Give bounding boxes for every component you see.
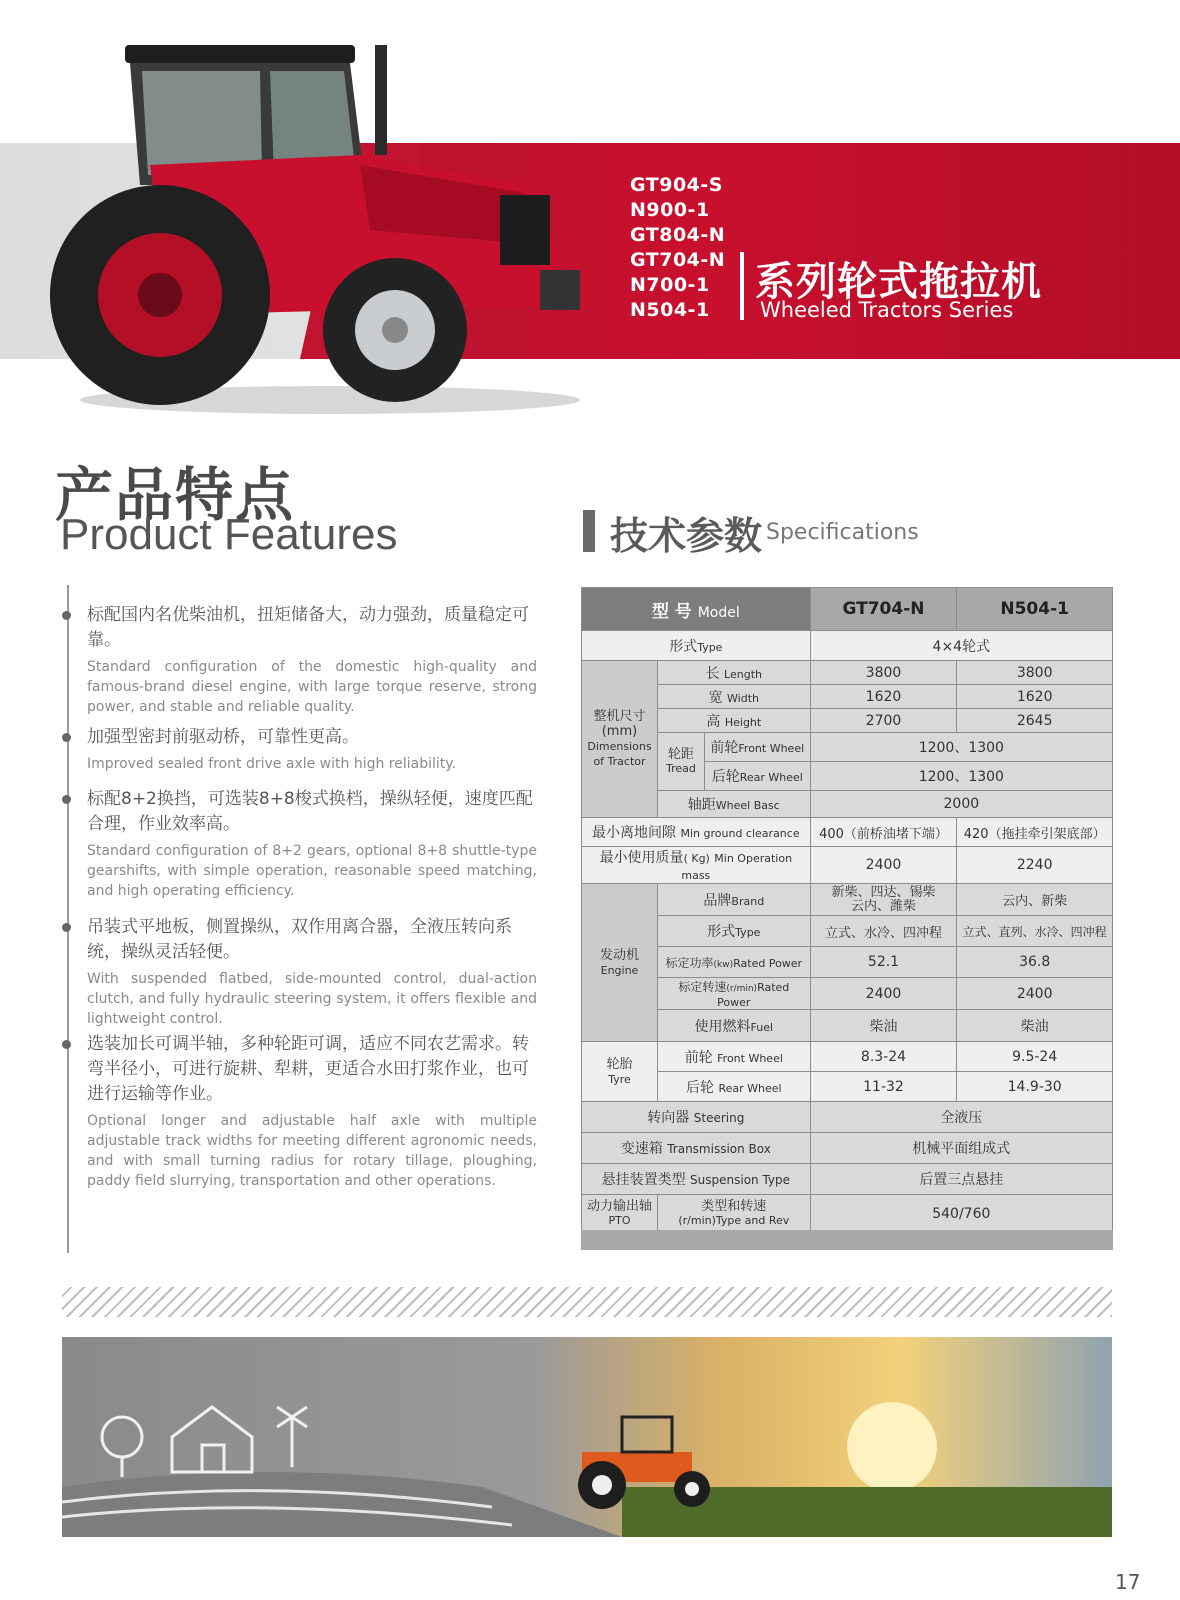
cell-value: 2400 bbox=[810, 978, 957, 1010]
cell-value: 3800 bbox=[810, 661, 957, 685]
cell-value: 2000 bbox=[810, 791, 1112, 818]
row-label: 标定转速(r/min)Rated Power bbox=[657, 978, 810, 1010]
table-row bbox=[582, 631, 1113, 661]
feature-timeline bbox=[67, 585, 69, 1253]
feature-en: Standard configuration of 8+2 gears, optional 8+8 shuttle-type gearshifts, with simple operation, reasonable speed matching, and high operating efficiency. bbox=[87, 843, 537, 899]
row-label: 前轮Front Wheel bbox=[704, 733, 810, 762]
tyre-group: 轮胎 Tyre bbox=[582, 1042, 658, 1102]
tractor-illustration bbox=[30, 15, 590, 415]
table-row bbox=[582, 791, 1113, 818]
tread-group: 轮距 Tread bbox=[657, 733, 704, 791]
bullet-icon bbox=[62, 795, 71, 804]
cell-value: 1200、1300 bbox=[810, 733, 1112, 762]
row-label: 轴距Wheel Basc bbox=[657, 791, 810, 818]
table-row bbox=[582, 1102, 1113, 1133]
feature-en: Optional longer and adjustable half axle with multiple adjustable track widths for meeting different agronomic needs, and with small turning radius for rotary tillage, ploughing, paddy field slurrying, transportation and other operations. bbox=[87, 1113, 537, 1189]
features-title-en: Product Features bbox=[60, 510, 398, 559]
table-row bbox=[582, 685, 1113, 709]
model-name: GT704-N bbox=[630, 249, 726, 271]
cell-value: 2645 bbox=[957, 709, 1113, 733]
feature-cn: 选装加长可调半轴，多种轮距可调，适应不同农艺需求。转弯半径小，可进行旋耕、犁耕，更适合水田打浆作业，也可进行运输等作业。 bbox=[87, 1034, 529, 1104]
farm-banner bbox=[62, 1337, 1112, 1537]
table-row bbox=[582, 661, 1113, 685]
cell-value: 8.3-24 bbox=[810, 1042, 957, 1072]
cell-value: 立式、直列、水冷、四冲程 bbox=[957, 916, 1113, 947]
feature-cn: 吊装式平地板，侧置操纵，双作用离合器，全液压转向系统，操纵灵活轻便。 bbox=[87, 917, 512, 962]
cell-value: 2240 bbox=[957, 847, 1113, 884]
row-label: 宽 Width bbox=[657, 685, 810, 709]
feature-cn: 标配国内名优柴油机，扭矩储备大，动力强劲，质量稳定可靠。 bbox=[87, 605, 529, 650]
cell-value: 机械平面组成式 bbox=[810, 1133, 1112, 1164]
feature-item bbox=[87, 603, 537, 717]
spec-title-bar bbox=[583, 510, 595, 552]
cell-value: 52.1 bbox=[810, 947, 957, 978]
cell-value: 9.5-24 bbox=[957, 1042, 1113, 1072]
engine-group: 发动机 Engine bbox=[582, 884, 658, 1042]
model-name: N504-1 bbox=[630, 299, 710, 321]
row-label: 前轮 Front Wheel bbox=[657, 1042, 810, 1072]
cell-value: 柴油 bbox=[957, 1010, 1113, 1042]
model-name: GT904-S bbox=[630, 174, 723, 196]
row-label: 后轮Rear Wheel bbox=[704, 762, 810, 791]
cell-value: 全液压 bbox=[810, 1102, 1112, 1133]
page-number: 17 bbox=[1115, 1570, 1141, 1594]
pto-group: 动力输出轴 PTO bbox=[582, 1195, 658, 1233]
cell-value: 后置三点悬挂 bbox=[810, 1164, 1112, 1195]
feature-item bbox=[87, 725, 537, 774]
table-row bbox=[582, 1164, 1113, 1195]
spec-title-en: Specifications bbox=[766, 520, 919, 545]
model-list bbox=[630, 173, 725, 323]
table-row bbox=[582, 1072, 1113, 1102]
row-label: 标定功率(kw)Rated Power bbox=[657, 947, 810, 978]
row-label: 品牌Brand bbox=[657, 884, 810, 916]
model-name: GT804-N bbox=[630, 224, 726, 246]
table-row bbox=[582, 1010, 1113, 1042]
cell-value: 400（前桥油堵下端） bbox=[810, 818, 957, 847]
table-row bbox=[582, 709, 1113, 733]
feature-cn: 加强型密封前驱动桥，可靠性更高。 bbox=[87, 727, 359, 747]
table-row bbox=[582, 1133, 1113, 1164]
cell-value: 36.8 bbox=[957, 947, 1113, 978]
row-label: 高 Height bbox=[657, 709, 810, 733]
table-row bbox=[582, 884, 1113, 916]
diagonal-stripes bbox=[62, 1287, 1112, 1317]
row-value: 4×4轮式 bbox=[810, 631, 1112, 661]
feature-en: Standard configuration of the domestic high-quality and famous-brand diesel engine, with large torque reserve, strong power, and stable and reliable quality. bbox=[87, 659, 537, 715]
row-label: 使用燃料Fuel bbox=[657, 1010, 810, 1042]
cell-value: 云内、新柴 bbox=[957, 884, 1113, 916]
bullet-icon bbox=[62, 733, 71, 742]
spec-title-cn: 技术参数 bbox=[610, 514, 763, 558]
features-title-cn: 产品特点 bbox=[55, 461, 296, 529]
cell-value: 1620 bbox=[810, 685, 957, 709]
model-name: N900-1 bbox=[630, 199, 710, 221]
cell-value: 1200、1300 bbox=[810, 762, 1112, 791]
cell-value: 柴油 bbox=[810, 1010, 957, 1042]
cell-value: 14.9-30 bbox=[957, 1072, 1113, 1102]
cell-value: 1620 bbox=[957, 685, 1113, 709]
table-row bbox=[582, 978, 1113, 1010]
row-label: 类型和转速 (r/min)Type and Rev bbox=[657, 1195, 810, 1233]
model-header: 型 号 Model bbox=[582, 588, 811, 631]
row-label: 变速箱 Transmission Box bbox=[582, 1133, 811, 1164]
feature-en: Improved sealed front drive axle with high reliability. bbox=[87, 756, 457, 772]
dimensions-group: 整机尺寸 (mm) Dimensions of Tractor bbox=[582, 661, 658, 818]
feature-item bbox=[87, 787, 537, 901]
row-label: 最小离地间隙 Min ground clearance bbox=[582, 818, 811, 847]
feature-item bbox=[87, 1032, 537, 1191]
table-row bbox=[582, 916, 1113, 947]
cell-value: 420（拖挂牵引架底部） bbox=[957, 818, 1113, 847]
model-name: N700-1 bbox=[630, 274, 710, 296]
feature-en: With suspended flatbed, side-mounted control, dual-action clutch, and fully hydraulic steering system, it offers flexible and lightweight control. bbox=[87, 971, 537, 1027]
cell-value: 11-32 bbox=[810, 1072, 957, 1102]
row-label: 转向器 Steering bbox=[582, 1102, 811, 1133]
series-title-en: Wheeled Tractors Series bbox=[760, 298, 1014, 322]
row-label: 长 Length bbox=[657, 661, 810, 685]
model-col-1: GT704-N bbox=[810, 588, 957, 631]
row-label: 形式Type bbox=[582, 631, 811, 661]
bullet-icon bbox=[62, 611, 71, 620]
row-label: 后轮 Rear Wheel bbox=[657, 1072, 810, 1102]
cell-value: 2400 bbox=[957, 978, 1113, 1010]
series-title-cn: 系列轮式拖拉机 bbox=[755, 259, 1042, 305]
row-label: 最小使用质量( Kg) Min Operation mass bbox=[582, 847, 811, 884]
table-row bbox=[582, 818, 1113, 847]
cell-value: 540/760 bbox=[810, 1195, 1112, 1233]
row-label: 悬挂装置类型 Suspension Type bbox=[582, 1164, 811, 1195]
cell-value: 3800 bbox=[957, 661, 1113, 685]
bullet-icon bbox=[62, 923, 71, 932]
cell-value: 2400 bbox=[810, 847, 957, 884]
table-row bbox=[582, 1195, 1113, 1233]
feature-cn: 标配8+2换挡，可选装8+8梭式换档，操纵轻便，速度匹配合理，作业效率高。 bbox=[87, 789, 533, 834]
spec-table bbox=[581, 587, 1113, 1233]
model-col-2: N504-1 bbox=[957, 588, 1113, 631]
feature-item bbox=[87, 915, 537, 1029]
cell-value: 立式、水冷、四冲程 bbox=[810, 916, 957, 947]
cell-value: 新柴、四达、锡柴 云内、潍柴 bbox=[810, 884, 957, 916]
table-row bbox=[582, 847, 1113, 884]
table-row bbox=[582, 947, 1113, 978]
bullet-icon bbox=[62, 1040, 71, 1049]
table-footer-bar bbox=[581, 1230, 1113, 1250]
table-row bbox=[582, 1042, 1113, 1072]
row-label: 形式Type bbox=[657, 916, 810, 947]
cell-value: 2700 bbox=[810, 709, 957, 733]
table-header-row bbox=[582, 588, 1113, 631]
title-divider bbox=[740, 252, 744, 320]
table-row bbox=[582, 733, 1113, 762]
